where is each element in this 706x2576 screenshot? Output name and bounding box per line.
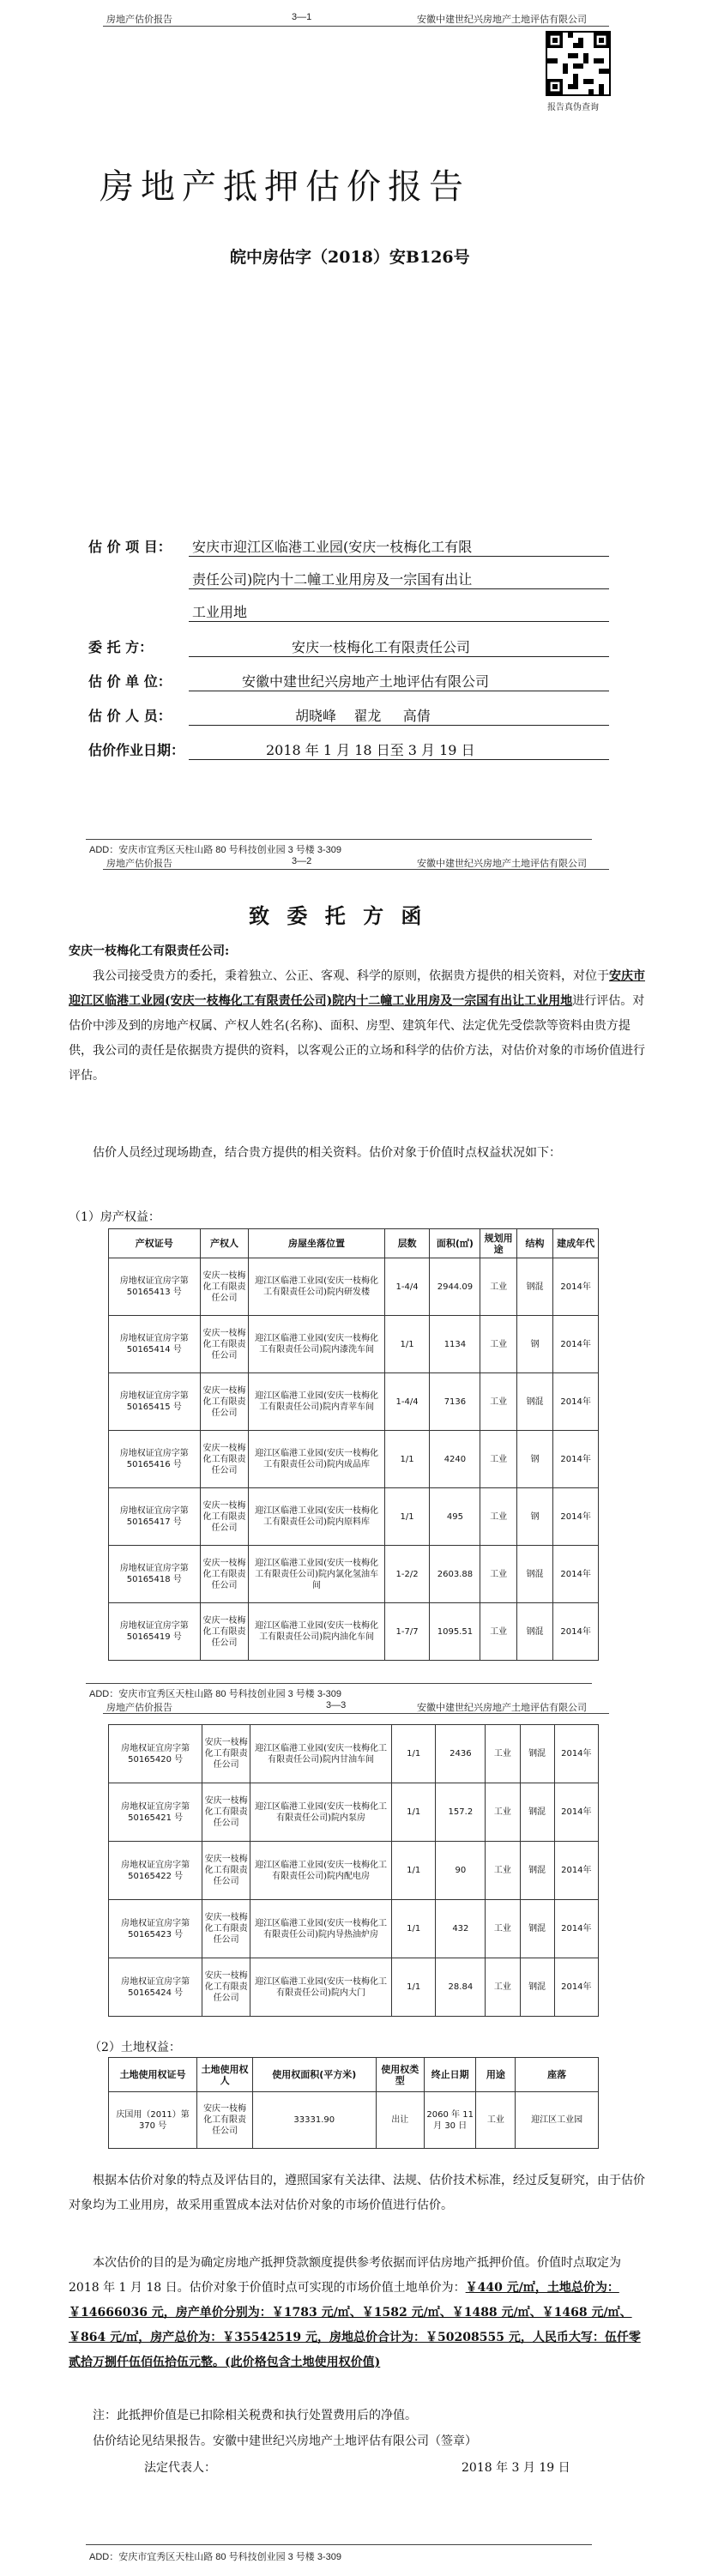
cell-area: 90 xyxy=(436,1842,486,1900)
table-row xyxy=(109,1546,599,1603)
cell-struct: 钢混 xyxy=(520,1842,554,1900)
cell-year: 2014年 xyxy=(553,1258,599,1316)
cell-loc: 迎江区临港工业园(安庆一枝梅化工有限责任公司)院内配电房 xyxy=(250,1842,392,1900)
page3-footer-address: ADD：安庆市宜秀区天柱山路 80 号科技创业园 3 号楼 3-309 xyxy=(89,2552,341,2562)
appraiser-label: 估 价 单 位： xyxy=(88,673,172,690)
land-cell-area: 33331.90 xyxy=(253,2092,377,2149)
cell-area: 2436 xyxy=(436,1725,486,1783)
client-value: 安庆一枝梅化工有限责任公司 xyxy=(292,639,471,655)
date-label: 估价作业日期： xyxy=(88,742,185,758)
cell-floors: 1/1 xyxy=(392,1783,436,1842)
table-row xyxy=(109,2092,599,2149)
cell-struct: 钢混 xyxy=(516,1603,552,1661)
cell-use: 工业 xyxy=(480,1431,516,1488)
cell-loc: 迎江区临港工业园(安庆一枝梅化工有限责任公司)院内原料库 xyxy=(249,1488,384,1546)
cell-year: 2014年 xyxy=(553,1373,599,1431)
house-rights-table-continued xyxy=(108,1724,599,2017)
cell-floors: 1/1 xyxy=(384,1431,430,1488)
house-rights-heading: （1）房产权益： xyxy=(69,1210,160,1224)
land-rights-heading: （2）土地权益： xyxy=(89,2041,181,2054)
cell-loc: 迎江区临港工业园(安庆一枝梅化工有限责任公司)院内氯化氢油车间 xyxy=(249,1546,384,1603)
col-structure: 结构 xyxy=(516,1229,552,1258)
project-line-2: 责任公司)院内十二幢工业用房及一宗国有出让 xyxy=(192,571,473,588)
cell-cert: 房地权证宜房字第 50165423 号 xyxy=(109,1900,202,1958)
project-label: 估 价 项 目： xyxy=(88,539,172,555)
page2-footer-address: ADD：安庆市宜秀区天柱山路 80 号科技创业园 3 号楼 3-309 xyxy=(89,1689,341,1699)
cell-cert: 房地权证宜房字第 50165415 号 xyxy=(109,1373,201,1431)
cell-floors: 1-2/2 xyxy=(384,1546,430,1603)
cell-area: 432 xyxy=(436,1900,486,1958)
cell-area: 157.2 xyxy=(436,1783,486,1842)
report-number: 皖中房估字（2018）安B126号 xyxy=(230,248,470,267)
page3-header-rule xyxy=(103,1713,609,1714)
cell-use: 工业 xyxy=(480,1546,516,1603)
land-col-type: 使用权类型 xyxy=(376,2058,424,2092)
project-underline-3 xyxy=(189,621,609,622)
cell-cert: 房地权证宜房字第 50165414 号 xyxy=(109,1316,201,1373)
cell-struct: 钢混 xyxy=(516,1373,552,1431)
qr-code[interactable] xyxy=(546,31,611,96)
cell-owner: 安庆一枝梅化工有限责任公司 xyxy=(202,1900,250,1958)
land-col-end: 终止日期 xyxy=(424,2058,476,2092)
client-underline xyxy=(189,656,609,657)
cell-floors: 1-7/7 xyxy=(384,1603,430,1661)
table-row xyxy=(109,1603,599,1661)
conclusion-paragraph: 估价结论见结果报告。安徽中建世纪兴房地产土地评估有限公司（签章） xyxy=(93,2434,477,2448)
cell-use: 工业 xyxy=(486,1958,520,2017)
cell-area: 4240 xyxy=(430,1431,480,1488)
cell-use: 工业 xyxy=(480,1603,516,1661)
cell-use: 工业 xyxy=(486,1842,520,1900)
page2-header-rule xyxy=(103,869,609,870)
cell-struct: 钢混 xyxy=(520,1958,554,2017)
table-row xyxy=(109,1488,599,1546)
cell-area: 7136 xyxy=(430,1373,480,1431)
cell-floors: 1/1 xyxy=(384,1316,430,1373)
client-label: 委 托 方： xyxy=(88,639,154,655)
cell-area: 495 xyxy=(430,1488,480,1546)
cell-owner: 安庆一枝梅化工有限责任公司 xyxy=(200,1431,249,1488)
cell-year: 2014年 xyxy=(554,1725,598,1783)
basis-paragraph: 根据本估价对象的特点及评估目的，遵照国家有关法律、法规、估价技术标准，经过反复研究，由于估价对象均为工业用房，故采用重置成本法对估价对象的市场价值进行估价。 xyxy=(69,2174,645,2212)
page1-header-right: 安徽中建世纪兴房地产土地评估有限公司 xyxy=(417,15,587,25)
cell-owner: 安庆一枝梅化工有限责任公司 xyxy=(200,1258,249,1316)
cell-area: 1134 xyxy=(430,1316,480,1373)
page1-header-page: 3—1 xyxy=(292,12,312,22)
cell-loc: 迎江区临港工业园(安庆一枝梅化工有限责任公司)院内甘油车间 xyxy=(250,1725,392,1783)
note-paragraph: 注：此抵押价值是已扣除相关税费和执行处置费用后的净值。 xyxy=(93,2409,417,2422)
cell-loc: 迎江区临港工业园(安庆一枝梅化工有限责任公司)院内泵房 xyxy=(250,1783,392,1842)
cell-owner: 安庆一枝梅化工有限责任公司 xyxy=(200,1373,249,1431)
project-underline-2 xyxy=(189,588,609,589)
cell-area: 1095.51 xyxy=(430,1603,480,1661)
land-col-owner: 土地使用权人 xyxy=(197,2058,253,2092)
cell-owner: 安庆一枝梅化工有限责任公司 xyxy=(202,1958,250,2017)
cell-owner: 安庆一枝梅化工有限责任公司 xyxy=(202,1842,250,1900)
table-row xyxy=(109,1373,599,1431)
cell-cert: 房地权证宜房字第 50165417 号 xyxy=(109,1488,201,1546)
page2-header-page: 3—2 xyxy=(292,856,312,866)
cell-loc: 迎江区临港工业园(安庆一枝梅化工有限责任公司)院内导热油炉房 xyxy=(250,1900,392,1958)
letter-subject: 安庆市迎江区临港工业园(安庆一枝梅化工有限责任公司)院内十二幢工业用房及一宗国有出让工业用地 xyxy=(69,969,645,1008)
page1-footer-rule xyxy=(86,839,592,840)
table-row xyxy=(109,1431,599,1488)
land-cell-loc: 迎江区工业园 xyxy=(516,2092,599,2149)
staff-underline xyxy=(189,725,609,726)
cell-floors: 1/1 xyxy=(392,1725,436,1783)
cell-year: 2014年 xyxy=(554,1958,598,2017)
col-owner: 产权人 xyxy=(200,1229,249,1258)
page3-header-page: 3—3 xyxy=(326,1700,347,1710)
cell-loc: 迎江区临港工业园(安庆一枝梅化工有限责任公司)院内漆洗车间 xyxy=(249,1316,384,1373)
table-row xyxy=(109,1783,599,1842)
cell-loc: 迎江区临港工业园(安庆一枝梅化工有限责任公司)院内油化车间 xyxy=(249,1603,384,1661)
cell-loc: 迎江区临港工业园(安庆一枝梅化工有限责任公司)院内大门 xyxy=(250,1958,392,2017)
land-col-area: 使用权面积(平方米) xyxy=(253,2058,377,2092)
cell-use: 工业 xyxy=(486,1900,520,1958)
cell-owner: 安庆一枝梅化工有限责任公司 xyxy=(200,1316,249,1373)
cell-floors: 1-4/4 xyxy=(384,1373,430,1431)
cell-cert: 房地权证宜房字第 50165421 号 xyxy=(109,1783,202,1842)
table-row xyxy=(109,1725,599,1783)
col-area: 面积(㎡) xyxy=(430,1229,480,1258)
report-title: 房地产抵押估价报告 xyxy=(100,167,470,207)
cell-year: 2014年 xyxy=(554,1900,598,1958)
cell-year: 2014年 xyxy=(553,1431,599,1488)
cell-area: 2603.88 xyxy=(430,1546,480,1603)
cell-year: 2014年 xyxy=(554,1783,598,1842)
page3-header-left: 房地产估价报告 xyxy=(106,1703,172,1713)
page1-header-left: 房地产估价报告 xyxy=(106,15,172,25)
letter-paragraph-2: 估价人员经过现场勘查，结合贵方提供的相关资料。估价对象于价值时点权益状况如下： xyxy=(93,1146,561,1160)
cell-cert: 房地权证宜房字第 50165424 号 xyxy=(109,1958,202,2017)
cell-struct: 钢 xyxy=(516,1431,552,1488)
col-location: 房屋坐落位置 xyxy=(249,1229,384,1258)
cell-loc: 迎江区临港工业园(安庆一枝梅化工有限责任公司)院内研发楼 xyxy=(249,1258,384,1316)
cell-owner: 安庆一枝梅化工有限责任公司 xyxy=(200,1488,249,1546)
cell-owner: 安庆一枝梅化工有限责任公司 xyxy=(202,1783,250,1842)
cell-use: 工业 xyxy=(480,1316,516,1373)
cell-cert: 房地权证宜房字第 50165419 号 xyxy=(109,1603,201,1661)
cell-floors: 1/1 xyxy=(392,1958,436,2017)
table-row xyxy=(109,1842,599,1900)
page3-header-right: 安徽中建世纪兴房地产土地评估有限公司 xyxy=(417,1703,587,1713)
cell-use: 工业 xyxy=(480,1373,516,1431)
col-cert: 产权证号 xyxy=(109,1229,201,1258)
value-result: ￥440 元/㎡，土地总价为：￥14666036 元，房产单价分别为：￥1783 元/㎡、￥1582 元/㎡、￥1488 元/㎡、￥1468 元/㎡、￥864 元/㎡，房产总价为：￥35542519 元，房地总价合计为：￥50208555 元，人民币大写：伍仟零贰拾万捌仟伍佰伍拾伍元整。(此价格包含土地使用权价值) xyxy=(69,2281,641,2369)
cell-owner: 安庆一枝梅化工有限责任公司 xyxy=(200,1546,249,1603)
cell-area: 28.84 xyxy=(436,1958,486,2017)
table-row xyxy=(109,1958,599,2017)
cell-struct: 钢 xyxy=(516,1316,552,1373)
col-floors: 层数 xyxy=(384,1229,430,1258)
cell-owner: 安庆一枝梅化工有限责任公司 xyxy=(200,1603,249,1661)
project-underline-1 xyxy=(189,556,609,557)
signature-date: 2018 年 3 月 19 日 xyxy=(462,2461,570,2475)
date-underline xyxy=(189,759,609,760)
cell-struct: 钢混 xyxy=(520,1900,554,1958)
cell-cert: 房地权证宜房字第 50165422 号 xyxy=(109,1842,202,1900)
cell-floors: 1-4/4 xyxy=(384,1258,430,1316)
land-cell-use: 工业 xyxy=(476,2092,516,2149)
land-cell-cert: 庆国用（2011）第 370 号 xyxy=(109,2092,197,2149)
page2-header-right: 安徽中建世纪兴房地产土地评估有限公司 xyxy=(417,859,587,869)
appraiser-value: 安徽中建世纪兴房地产土地评估有限公司 xyxy=(242,673,490,690)
cell-floors: 1/1 xyxy=(384,1488,430,1546)
cell-year: 2014年 xyxy=(553,1603,599,1661)
letter-paragraph-1-end: 进行评估。对估价中涉及到的房地产权属、产权人姓名(名称)、面积、房型、建筑年代、法定优先受偿款等资料由贵方提供，我公司的责任是依据贵方提供的资料，以客观公正的立场和科学的估价方法，对估价对象的市场价值进行评估。 xyxy=(69,994,645,1083)
land-cell-type: 出让 xyxy=(376,2092,424,2149)
land-cell-end: 2060 年 11 月 30 日 xyxy=(424,2092,476,2149)
cell-loc: 迎江区临港工业园(安庆一枝梅化工有限责任公司)院内青苹车间 xyxy=(249,1373,384,1431)
cell-year: 2014年 xyxy=(554,1842,598,1900)
cell-use: 工业 xyxy=(480,1258,516,1316)
letter-paragraph-1 xyxy=(69,964,652,1089)
qr-code-icon xyxy=(547,33,609,94)
page3-footer-rule xyxy=(86,2544,592,2545)
cell-cert: 房地权证宜房字第 50165420 号 xyxy=(109,1725,202,1783)
cell-struct: 钢 xyxy=(516,1488,552,1546)
cell-year: 2014年 xyxy=(553,1546,599,1603)
land-cell-owner: 安庆一枝梅化工有限责任公司 xyxy=(197,2092,253,2149)
project-line-3: 工业用地 xyxy=(192,604,248,620)
value-paragraph-start: 本次估价的目的是为确定房地产抵押贷款额度提供参考依据而评估房地产抵押价值。价值时点取定为 2018 年 1 月 18 日。估价对象于价值时点可实现的市场价值土地单价为： xyxy=(69,2256,621,2295)
cell-cert: 房地权证宜房字第 50165416 号 xyxy=(109,1431,201,1488)
cell-use: 工业 xyxy=(486,1783,520,1842)
staff-value: 胡晓峰 翟龙 高倩 xyxy=(295,708,431,724)
cell-year: 2014年 xyxy=(553,1316,599,1373)
page2-header-left: 房地产估价报告 xyxy=(106,859,172,869)
letter-salutation: 安庆一枝梅化工有限责任公司: xyxy=(69,944,230,958)
staff-label: 估 价 人 员： xyxy=(88,708,172,724)
date-value: 2018 年 1 月 18 日至 3 月 19 日 xyxy=(266,742,475,758)
table-row xyxy=(109,1258,599,1316)
land-col-use: 用途 xyxy=(476,2058,516,2092)
cell-loc: 迎江区临港工业园(安庆一枝梅化工有限责任公司)院内成品库 xyxy=(249,1431,384,1488)
land-col-cert: 土地使用权证号 xyxy=(109,2058,197,2092)
cell-owner: 安庆一枝梅化工有限责任公司 xyxy=(202,1725,250,1783)
qr-caption: 报告真伪查询 xyxy=(547,103,599,112)
cell-year: 2014年 xyxy=(553,1488,599,1546)
table-row xyxy=(109,1900,599,1958)
cell-struct: 钢混 xyxy=(520,1783,554,1842)
col-year: 建成年代 xyxy=(553,1229,599,1258)
legal-representative-label: 法定代表人： xyxy=(144,2461,216,2475)
cell-cert: 房地权证宜房字第 50165413 号 xyxy=(109,1258,201,1316)
letter-paragraph-1-start: 我公司接受贵方的委托，秉着独立、公正、客观、科学的原则，依据贵方提供的相关资料，对位于 xyxy=(93,969,609,983)
cell-struct: 钢混 xyxy=(520,1725,554,1783)
cell-cert: 房地权证宜房字第 50165418 号 xyxy=(109,1546,201,1603)
cell-struct: 钢混 xyxy=(516,1546,552,1603)
cell-area: 2944.09 xyxy=(430,1258,480,1316)
page1-header-rule xyxy=(103,26,609,27)
letter-title: 致 委 托 方 函 xyxy=(249,903,427,928)
cell-floors: 1/1 xyxy=(392,1842,436,1900)
cell-floors: 1/1 xyxy=(392,1900,436,1958)
page1-footer-address: ADD：安庆市宜秀区天柱山路 80 号科技创业园 3 号楼 3-309 xyxy=(89,845,341,855)
value-paragraph xyxy=(69,2251,652,2375)
table-row xyxy=(109,1316,599,1373)
project-line-1: 安庆市迎江区临港工业园(安庆一枝梅化工有限 xyxy=(192,539,473,555)
land-col-loc: 座落 xyxy=(516,2058,599,2092)
col-use: 规划用途 xyxy=(480,1229,516,1258)
house-rights-table xyxy=(108,1228,599,1661)
land-rights-table xyxy=(108,2057,599,2149)
page2-footer-rule xyxy=(86,1683,592,1684)
cell-use: 工业 xyxy=(486,1725,520,1783)
cell-use: 工业 xyxy=(480,1488,516,1546)
cell-struct: 钢混 xyxy=(516,1258,552,1316)
